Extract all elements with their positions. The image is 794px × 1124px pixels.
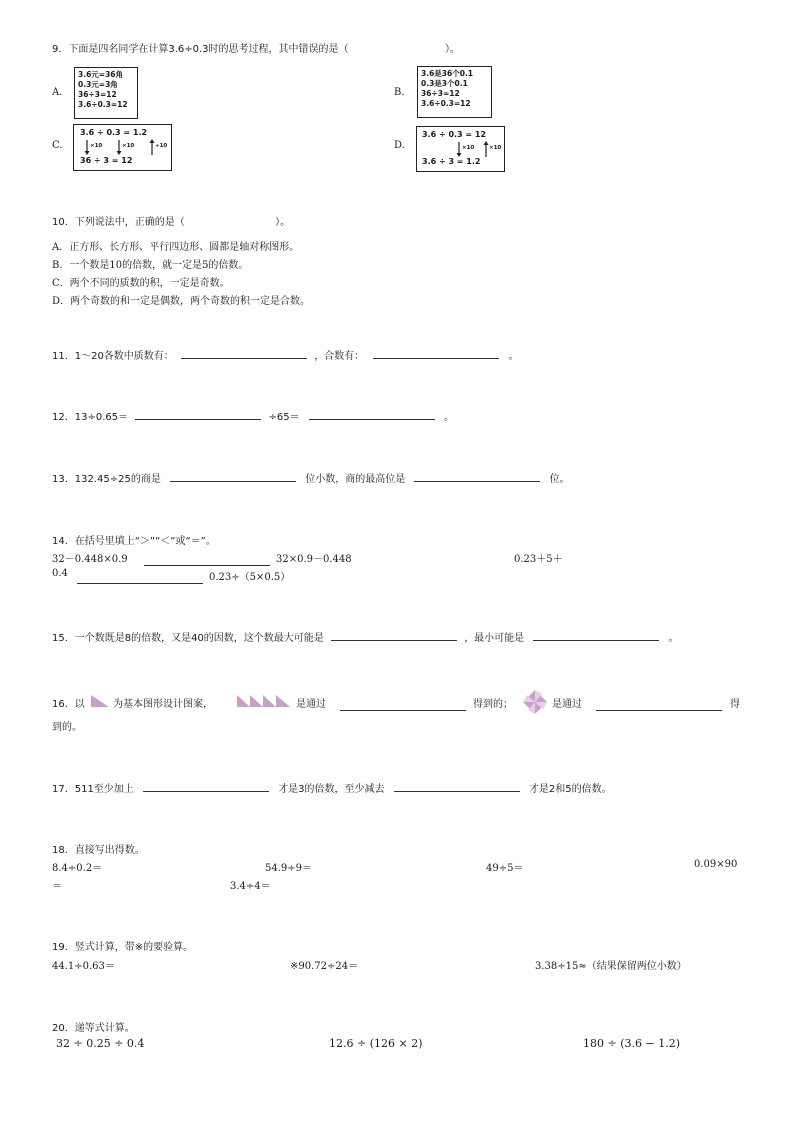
q18-item-5[interactable]: 3.4÷4＝: [230, 881, 271, 892]
q9-b-line-4: 3.6÷0.3=12: [421, 99, 471, 108]
q13: [52, 470, 570, 485]
q9-stem: [52, 40, 460, 55]
q12-text-a: 12．13÷0.65＝: [52, 412, 129, 423]
q18-item-3[interactable]: 49÷5＝: [486, 863, 524, 874]
q15: [52, 629, 679, 644]
q11-blank-composites[interactable]: [373, 347, 499, 359]
q10-option-a[interactable]: A．正方形、长方形、平行四边形、圆都是轴对称图形。: [52, 242, 300, 253]
q9-a-line-2: 0.3元=3角: [78, 80, 118, 89]
q15-text-a: 15．一个数既是8的倍数，又是40的因数，这个数最大可能是: [52, 633, 324, 644]
q14-expr1-right: 32×0.9－0.448: [276, 554, 352, 565]
q10-stem: [52, 213, 290, 228]
q19-item-3[interactable]: 3.38÷15≈（结果保留两位小数）: [535, 961, 687, 972]
q9-option-b-label[interactable]: B.: [394, 87, 405, 98]
q16-text-d: 得到的；: [473, 699, 513, 710]
q13-blank-2[interactable]: [414, 470, 540, 482]
q9-d-bottom: 3.6 ÷ 3 = 1.2: [422, 157, 481, 166]
q14-expr2-right: 0.23÷（5×0.5）: [209, 572, 291, 583]
q9-option-b-box[interactable]: [417, 66, 492, 118]
q12-blank-2[interactable]: [309, 408, 435, 420]
q15-text-b: ，最小可能是: [464, 633, 525, 644]
q13-text-b: 位小数，商的最高位是: [305, 474, 406, 485]
q9-c-div: ÷10: [155, 143, 168, 149]
q17: [52, 780, 612, 795]
q9-a-line-1: 3.6元=36角: [78, 70, 124, 79]
q13-blank-1[interactable]: [170, 470, 296, 482]
q9-a-line-3: 36÷3=12: [78, 90, 117, 99]
q9-stem-text: 9．下面是四名同学在计算3.6÷0.3时的思考过程，其中错误的是（: [52, 44, 349, 55]
q9-close: ）。: [444, 44, 460, 55]
q9-b-line-2: 0.3是3个0.1: [421, 79, 468, 88]
q14-expr1-left: 32－0.448×0.9: [52, 554, 128, 565]
q19-item-1[interactable]: 44.1÷0.63＝: [52, 961, 115, 972]
q11-blank-primes[interactable]: [181, 347, 307, 359]
q9-b-line-1: 3.6是36个0.1: [421, 69, 474, 78]
q12-text-c: 。: [443, 412, 454, 423]
q9-b-line-3: 36÷3=12: [421, 89, 460, 98]
q11: [52, 347, 519, 362]
q9-c-bottom: 36 ÷ 3 = 12: [80, 156, 133, 165]
q15-blank-min[interactable]: [533, 629, 659, 641]
q16-text-f: 得: [730, 699, 740, 710]
q9-d-top: 3.6 ÷ 0.3 = 12: [422, 130, 487, 139]
q11-text-a: 11．1～20各数中质数有：: [52, 351, 174, 362]
q9-c-mul2: ×10: [122, 143, 135, 149]
q11-text-c: 。: [508, 351, 519, 362]
q17-blank-subtract[interactable]: [394, 780, 520, 792]
q16-text-c: 是通过: [296, 699, 326, 710]
q9-answer-blank[interactable]: [352, 41, 442, 52]
q17-text-a: 17．511至少加上: [52, 784, 134, 795]
q11-text-b: ，合数有：: [314, 351, 365, 362]
q12: [52, 408, 454, 423]
triangle-shape-icon: [90, 694, 110, 708]
q20-stem: 20．递等式计算。: [52, 1023, 135, 1034]
q18-stem: 18．直接写出得数。: [52, 845, 145, 856]
q13-text-c: 位。: [549, 474, 570, 485]
q10-stem-text: 10．下列说法中，正确的是（: [52, 217, 185, 228]
q16-text-a: 16．以: [52, 699, 85, 710]
q18-item-4[interactable]: 0.09×90: [694, 859, 738, 870]
q14-stem: 14．在括号里填上“＞”“＜”或“＝”。: [52, 536, 216, 547]
q12-text-b: ÷65＝: [268, 412, 300, 423]
q16-text-g: 到的。: [52, 722, 82, 733]
q14-expr2-left: 0.23＋5＋: [514, 554, 563, 565]
q17-blank-add[interactable]: [143, 780, 269, 792]
q10-option-b[interactable]: B．一个数是10的倍数，就一定是5的倍数。: [52, 260, 249, 271]
q9-d-mul2: ×10: [489, 145, 502, 151]
q16-blank-2[interactable]: [596, 696, 722, 715]
q10-close: ）。: [275, 217, 291, 228]
q20-item-1[interactable]: 32 ÷ 0.25 ÷ 0.4: [56, 1037, 145, 1050]
q13-text-a: 13．132.45÷25的商是: [52, 474, 161, 485]
q14-expr2-cont: 0.4: [52, 568, 68, 579]
q19-stem: 19．竖式计算，带※的要验算。: [52, 942, 194, 953]
q14-blank-2[interactable]: [77, 569, 203, 588]
q20-item-3[interactable]: 180 ÷ (3.6 − 1.2): [583, 1037, 680, 1050]
q18-item-1[interactable]: 8.4÷0.2＝: [52, 863, 103, 874]
q16-blank-1[interactable]: [340, 696, 466, 715]
q10-answer-blank[interactable]: [188, 214, 272, 225]
q9-d-mul1: ×10: [462, 145, 475, 151]
q9-option-d-box[interactable]: [416, 126, 505, 172]
q9-option-c-label[interactable]: C.: [52, 140, 63, 151]
q16-text-b: 为基本图形设计图案，: [113, 699, 213, 710]
q9-a-line-4: 3.6÷0.3=12: [78, 100, 128, 109]
q10-option-c[interactable]: C．两个不同的质数的积，一定是奇数。: [52, 278, 230, 289]
q10-option-d[interactable]: D．两个奇数的和一定是偶数，两个奇数的积一定是合数。: [52, 296, 311, 307]
q20-item-2[interactable]: 12.6 ÷ (126 × 2): [329, 1037, 423, 1050]
q18-item-2[interactable]: 54.9÷9＝: [265, 863, 313, 874]
q9-c-mul1: ×10: [90, 143, 103, 149]
q9-c-top: 3.6 ÷ 0.3 = 1.2: [80, 128, 148, 137]
q15-blank-max[interactable]: [331, 629, 457, 641]
translated-triangles-icon: [236, 694, 292, 708]
q16-text-e: 是通过: [552, 699, 582, 710]
q12-blank-1[interactable]: [135, 408, 261, 420]
q17-text-c: 才是2和5的倍数。: [528, 784, 612, 795]
q19-item-2[interactable]: ※90.72÷24＝: [290, 961, 359, 972]
q9-option-a-box[interactable]: [74, 67, 138, 119]
rotated-pinwheel-icon: [522, 689, 548, 715]
q17-text-b: 才是3的倍数，至少减去: [278, 784, 385, 795]
q9-option-a-label[interactable]: A.: [52, 87, 63, 98]
q9-option-d-label[interactable]: D.: [394, 140, 405, 151]
q9-option-c-box[interactable]: [73, 124, 172, 171]
q15-text-c: 。: [668, 633, 679, 644]
q18-item-4-equals: ＝: [52, 881, 62, 892]
